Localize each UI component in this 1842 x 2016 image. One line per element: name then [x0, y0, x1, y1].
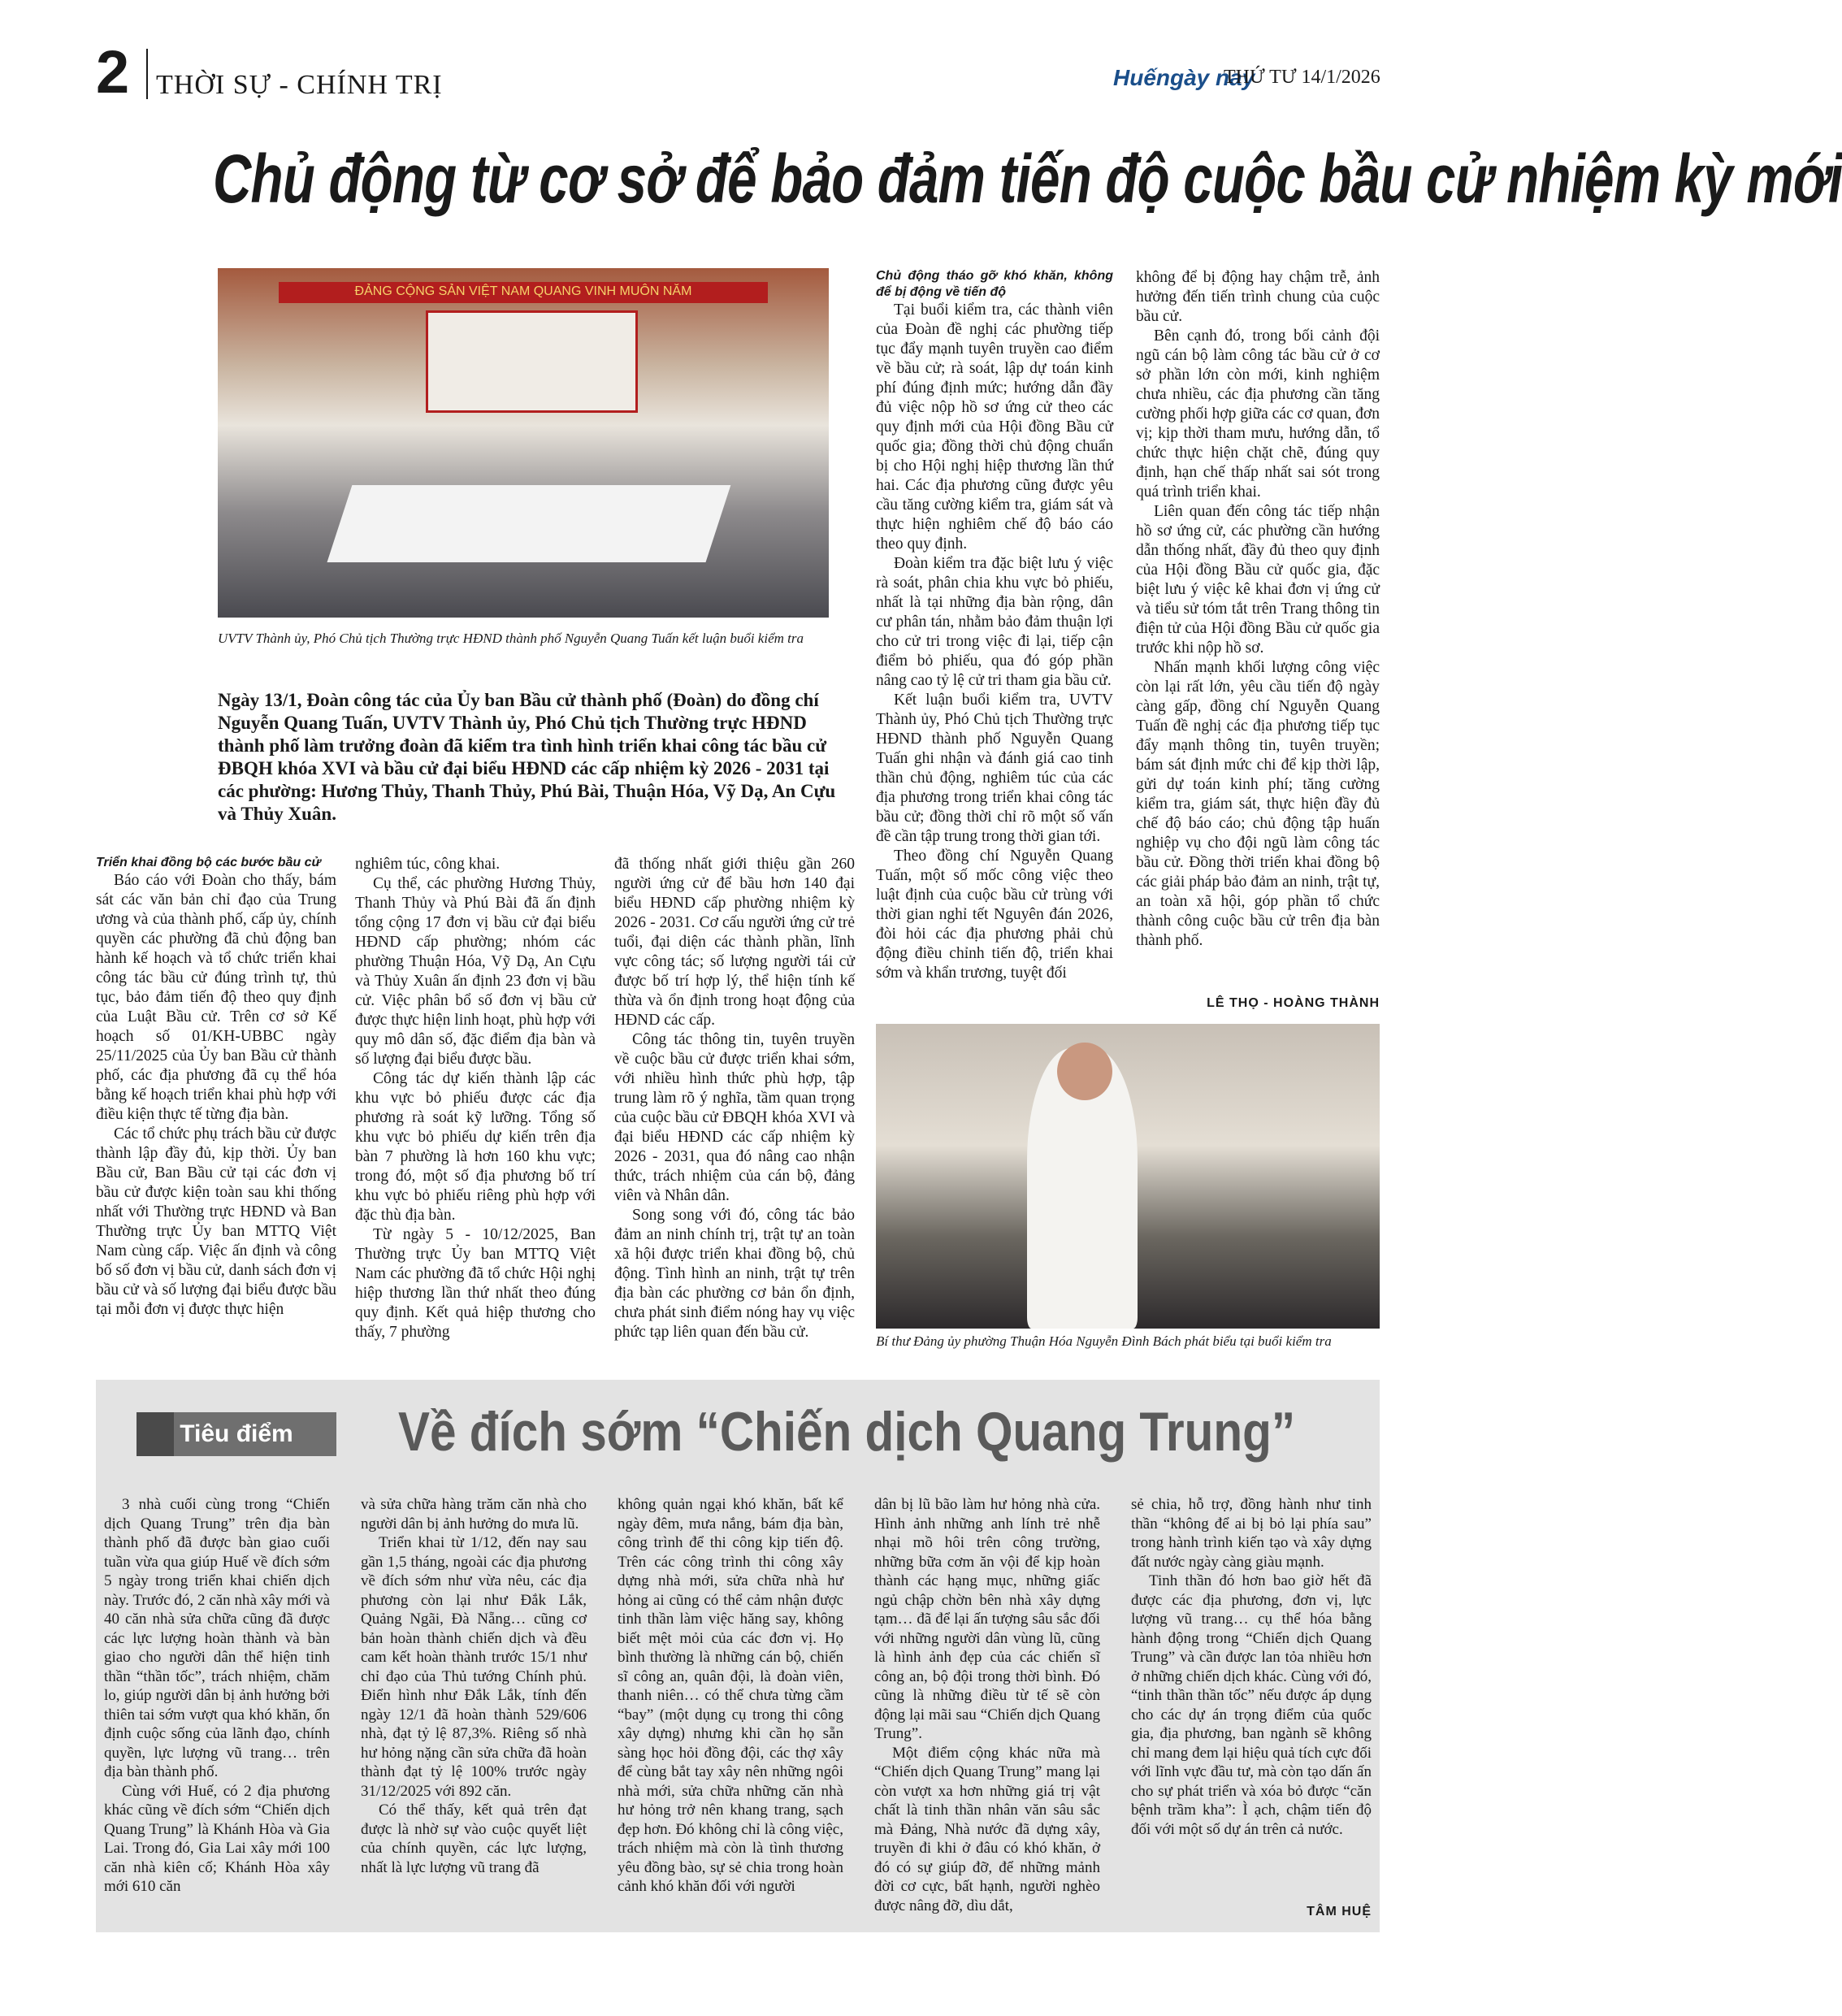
body-column-1 [96, 855, 336, 1320]
paragraph: Từ ngày 5 - 10/12/2025, Ban Thường trực Ủy ban MTTQ Việt Nam các phường đã tổ chức Hội nghị hiệp thương lần thứ nhất theo đúng quy định. Kết quả hiệp thương cho thấy, 7 phường [355, 1226, 596, 1341]
focus-column-5 [1131, 1495, 1372, 1839]
paragraph: và sửa chữa hàng trăm căn nhà cho người dân bị ảnh hưởng do mưa lũ. [361, 1496, 587, 1533]
paragraph: dân bị lũ bão làm hư hỏng nhà cửa. Hình ảnh những anh lính trẻ nhễ nhại mồ hôi trên công trường, những bữa cơm ăn vội để kịp hoàn thành các hạng mục, những giấc ngủ chập chờn bên nhà xây dựng tạm… đã để lại ấn tượng sâu sắc đối với những người dân vùng lũ, cũng là hình ảnh đẹp của các chiến sĩ công an, bộ đội trong thời bình. Đó cũng là những điều từ tế sẽ còn động lại mãi sau “Chiến dịch Quang Trung”. [874, 1496, 1100, 1742]
photo-banner-text: ĐẢNG CỘNG SẢN VIỆT NAM QUANG VINH MUÔN NĂM [279, 282, 768, 303]
paragraph: Theo đồng chí Nguyễn Quang Tuấn, một số mốc công việc theo luật định của cuộc bầu cử trùng với thời gian nghỉ tết Nguyên đán 2026, đòi hỏi các địa phương phải chủ động điều chỉnh tiến độ, triển khai sớm và khẩn trương, tuyệt đối [876, 848, 1113, 982]
paragraph: đã thống nhất giới thiệu gần 260 người ứng cử để bầu hơn 140 đại biểu HĐND cấp phường nhiệm kỳ 2026 - 2031. Cơ cấu người ứng cử trẻ tuổi, đại diện các thành phần, lĩnh vực công tác; số lượng người tái cử được bố trí hợp lý, thể hiện tính kế thừa và ổn định trong hoạt động của HĐND các cấp. [614, 856, 855, 1029]
body-column-3 [614, 855, 855, 1342]
subheading: Chủ động tháo gỡ khó khăn, không để bị động về tiến độ [876, 269, 1113, 299]
meeting-photo [218, 268, 829, 618]
paragraph: Tại buổi kiểm tra, các thành viên của Đoàn đề nghị các phường tiếp tục đẩy mạnh tuyên truyền cao điểm về bầu cử; rà soát, lập dự toán kinh phí đúng định mức; hướng dẫn đầy đủ việc nộp hồ sơ ứng cử theo các quy định mới của Hội đồng Bầu cử quốc gia; đồng thời chủ động chuẩn bị cho Hội nghị hiệp thương lần thứ hai. Các địa phương cũng được yêu cầu tăng cường kiểm tra, giám sát và thực hiện nghiêm chế độ báo cáo theo quy định. [876, 301, 1113, 553]
paragraph: không quản ngại khó khăn, bất kể ngày đêm, mưa nắng, bám địa bàn, công trình để thi công kịp tiến độ. Trên các công trình thi công xây dựng nhà mới, sửa chữa nhà hư hỏng ai cũng có thể cảm nhận được tinh thần làm việc hăng say, không biết mệt mỏi của các đơn vị. Họ bình thường là những cán bộ, chiến sĩ công an, quân đội, là đoàn viên, thanh niên… có thể chưa từng cầm “bay” (một dụng cụ trong thi công xây dựng) nhưng khi cần họ sẵn sàng học hỏi đồng đội, các thợ xây để cùng bắt tay xây nên những ngôi nhà mới, sửa chữa những căn nhà hư hỏng trở nên khang trang, sạch đẹp hơn. Đó không chỉ là công việc, trách nhiệm mà còn là tình thương yêu đồng bào, sự sẻ chia trong hoàn cảnh khó khăn đối với người [618, 1496, 843, 1895]
author-byline: TÂM HUỆ [1307, 1905, 1372, 1918]
subheading: Triển khai đồng bộ các bước bầu cử [96, 856, 321, 869]
page-number: 2 [96, 38, 130, 106]
masthead-logo: Huếngày nay [1113, 65, 1255, 90]
paragraph: Song song với đó, công tác bảo đảm an ninh chính trị, trật tự an toàn xã hội được triển khai đồng bộ, chủ động. Tình hình an ninh, trật tự trên địa bàn các phường cơ bản ổn định, chưa phát sinh điểm nóng hay vụ việc phức tạp liên quan đến bầu cử. [614, 1207, 855, 1341]
focus-column-4 [874, 1495, 1100, 1915]
conference-table [327, 485, 731, 562]
paragraph: Liên quan đến công tác tiếp nhận hồ sơ ứng cử, các phường cần hướng dẫn thống nhất, đầy đủ theo quy định của Hội đồng Bầu cử quốc gia, đặc biệt lưu ý việc kê khai đơn vị ứng cử và tiểu sử tóm tắt trên Trang thông tin điện tử của Hội đồng Bầu cử quốc gia trước khi nộp hồ sơ. [1136, 503, 1380, 657]
paragraph: Công tác dự kiến thành lập các khu vực bỏ phiếu được các địa phương rà soát kỹ lưỡng. Tổng số khu vực bỏ phiếu dự kiến trên địa bàn 7 phường là hơn 160 khu vực; trong đó, một số địa phương bố trí khu vực bỏ phiếu riêng phù hợp với đặc thù địa bàn. [355, 1070, 596, 1224]
article-headline: Chủ động từ cơ sở để bảo đảm tiến độ cuộc bầu cử nhiệm kỳ mới [213, 141, 1842, 217]
paragraph: nghiêm túc, công khai. [355, 856, 501, 873]
paragraph: Tinh thần đó hơn bao giờ hết đã được các địa phương, đơn vị, lực lượng vũ trang… cụ thể hóa bằng hành động trong “Chiến dịch Quang Trung” và cần được lan tỏa nhiều hơn ở những chiến dịch khác. Cùng với đó, “tinh thần thần tốc” nếu được áp dụng cho các dự án trọng điểm của quốc gia, địa phương, ban ngành sẽ không chỉ mang đem lại hiệu quả tích cực đối với lĩnh vực đầu tư, mà còn tạo dấn ấn cho sự phát triển và xóa bỏ được “căn bệnh trầm kha”: Ì ạch, chậm tiến độ đối với một số dự án trên cả nước. [1131, 1572, 1372, 1838]
paragraph: Báo cáo với Đoàn cho thấy, bám sát các văn bản chỉ đạo của Trung ương và của thành phố, cấp ủy, chính quyền các phường đã chủ động ban hành kế hoạch và tổ chức triển khai công tác bầu cử đúng trình tự, thủ tục, bảo đảm tiến độ theo quy định của Luật Bầu cử. Trên cơ sở Kế hoạch số 01/KH-UBBC ngày 25/11/2025 của Ủy ban Bầu cử thành phố, các địa phương đã cụ thể hóa bằng kế hoạch triển khai phù hợp với điều kiện thực tế từng địa bàn. [96, 872, 336, 1123]
body-column-2 [355, 855, 596, 1342]
focus-article-title: Về đích sớm “Chiến dịch Quang Trung” [398, 1401, 1296, 1463]
paragraph: Đoàn kiểm tra đặc biệt lưu ý việc rà soát, phân chia khu vực bỏ phiếu, nhất là tại những địa bàn rộng, dân cư phân tán, nhằm bảo đảm thuận lợi cho cử tri trong việc đi lại, tiếp cận điểm bỏ phiếu, qua đó góp phần nâng cao tỷ lệ cử tri tham gia bầu cử. [876, 555, 1113, 689]
speaker-head [1057, 1043, 1112, 1100]
focus-tag-accent [137, 1412, 174, 1456]
focus-column-3 [618, 1495, 843, 1897]
focus-tag: Tiêu điểm [137, 1412, 336, 1456]
body-column-5 [1136, 268, 1380, 951]
paragraph: Một điểm cộng khác nữa mà “Chiến dịch Quang Trung” mang lại còn vượt xa hơn những giá trị vật chất là tinh thần nhân văn sâu sắc mà Đảng, Nhà nước đã dựng xây, truyền đi khi ở đâu có khó khăn, ở đó có sự giúp đỡ, để những mảnh đời cơ cực, bất hạnh, người nghèo được nâng đỡ, dìu dắt, [874, 1744, 1100, 1914]
photo-caption: UVTV Thành ủy, Phó Chủ tịch Thường trực HĐND thành phố Nguyễn Quang Tuấn kết luận buổi kiểm tra [218, 631, 804, 646]
issue-date: THỨ TƯ 14/1/2026 [1224, 67, 1380, 88]
paragraph: không để bị động hay chậm trễ, ảnh hưởng đến tiến trình chung của cuộc bầu cử. [1136, 269, 1380, 325]
author-byline: LÊ THỌ - HOÀNG THÀNH [1207, 996, 1380, 1010]
paragraph: Các tổ chức phụ trách bầu cử được thành lập đầy đủ, kịp thời. Ủy ban Bầu cử, Ban Bầu cử tại các đơn vị bầu cử được kiện toàn sau khi thống nhất với Thường trực HĐND và Ban Thường trực Ủy ban MTTQ Việt Nam cùng cấp. Việc ấn định và công bố số đơn vị bầu cử, danh sách đơn vị bầu cử và số lượng đại biểu được bầu tại mỗi đơn vị được thực hiện [96, 1125, 336, 1318]
header-divider [146, 49, 148, 99]
focus-column-1 [104, 1495, 330, 1897]
paragraph: Bên cạnh đó, trong bối cảnh đội ngũ cán bộ làm công tác bầu cử ở cơ sở phần lớn còn mới, kinh nghiệm chưa nhiều, các địa phương cần tăng cường phối hợp giữa các cơ quan, đơn vị; kịp thời tham mưu, hướng dẫn, tổ chức thực hiện chặt chẽ, đúng quy định, hạn chế thấp nhất sai sót trong quá trình triển khai. [1136, 327, 1380, 501]
paragraph: Nhấn mạnh khối lượng công việc còn lại rất lớn, yêu cầu tiến độ ngày càng gấp, đồng chí Nguyễn Quang Tuấn đề nghị các địa phương tiếp tục đẩy mạnh thông tin, tuyên truyền; bám sát định mức chi để kịp thời lập, gửi dự toán kinh phí; tăng cường kiểm tra, giám sát, thực hiện đầy đủ chế độ báo cáo; chủ động tập huấn nghiệp vụ cho đội ngũ làm công tác bầu cử. Đồng thời triển khai đồng bộ các giải pháp bảo đảm an ninh, trật tự, an toàn xã hội, góp phần tổ chức thành công cuộc bầu cử trên địa bàn thành phố. [1136, 659, 1380, 949]
focus-column-2 [361, 1495, 587, 1877]
section-title: THỜI SỰ - CHÍNH TRỊ [156, 70, 443, 100]
paragraph: Có thể thấy, kết quả trên đạt được là nhờ sự vào cuộc quyết liệt của chính quyền, các lực lượng, nhất là lực lượng vũ trang đã [361, 1801, 587, 1876]
paragraph: Triển khai từ 1/12, đến nay sau gần 1,5 tháng, ngoài các địa phương về đích sớm như vừa nêu, các địa phương còn lại như Đắk Lắk, Quảng Ngãi, Đà Nẵng… cũng cơ bản hoàn thành chiến dịch và đều cam kết hoàn thành trước 15/1 như chỉ đạo của Thủ tướng Chính phủ. Điển hình như Đắk Lắk, tính đến ngày 12/1 đã hoàn thành 529/606 nhà, đạt tỷ lệ 87,3%. Riêng số nhà hư hỏng nặng cần sửa chữa đã hoàn thành đạt tỷ lệ 100% trước ngày 31/12/2025 với 892 căn. [361, 1534, 587, 1800]
paragraph: Cụ thể, các phường Hương Thủy, Thanh Thủy và Phú Bài đã ấn định tổng cộng 17 đơn vị bầu cử đại biểu HĐND cấp phường; nhóm các phường Thuận Hóa, Vỹ Dạ, An Cựu và Thủy Xuân ấn định 23 đơn vị bầu cử. Việc phân bổ số đơn vị bầu cử được thực hiện linh hoạt, phù hợp với quy mô dân số, đặc điểm địa bàn và số lượng đại biểu được bầu. [355, 875, 596, 1068]
photo-caption: Bí thư Đảng ủy phường Thuận Hóa Nguyễn Đình Bách phát biểu tại buổi kiểm tra [876, 1333, 1332, 1349]
paragraph: sẻ chia, hỗ trợ, đồng hành như tinh thần “không để ai bị bỏ lại phía sau” trong hành trình kiến tạo và xây dựng đất nước ngày càng giàu mạnh. [1131, 1496, 1372, 1571]
paragraph: 3 nhà cuối cùng trong “Chiến dịch Quang Trung” trên địa bàn thành phố đã được bàn giao cuối tuần vừa qua giúp Huế về đích sớm 5 ngày trong triển khai chiến dịch này. Trước đó, 2 căn nhà xây mới và 40 căn nhà sửa chữa cũng đã được các lực lượng hoàn thành và bàn giao cho người dân thể hiện tinh thần “thần tốc”, trách nhiệm, chăm lo, giúp người dân bị ảnh hưởng bởi thiên tai sớm vượt qua khó khăn, ổn định cuộc sống của lãnh đạo, chính quyền, lực lượng vũ trang… trên địa bàn thành phố. [104, 1496, 330, 1780]
projection-screen [426, 310, 639, 413]
paragraph: Kết luận buổi kiểm tra, UVTV Thành ủy, Phó Chủ tịch Thường trực HĐND thành phố Nguyễn Quang Tuấn ghi nhận và đánh giá cao tinh thần chủ động, nghiêm túc của các địa phương trong triển khai công tác bầu cử; đồng thời chỉ rõ một số vấn đề cần tập trung trong thời gian tới. [876, 692, 1113, 845]
paragraph: Cùng với Huế, có 2 địa phương khác cũng về đích sớm “Chiến dịch Quang Trung” là Khánh Hòa và Gia Lai. Trong đó, Gia Lai xây mới 100 căn nhà kiên cố; Khánh Hòa xây mới 610 căn [104, 1782, 330, 1895]
speaker-photo [876, 1024, 1380, 1329]
paragraph: Công tác thông tin, tuyên truyền về cuộc bầu cử được triển khai sớm, với nhiều hình thức phù hợp, tập trung làm rõ ý nghĩa, tầm quan trọng của cuộc bầu cử ĐBQH khóa XVI và đại biểu HĐND các cấp nhiệm kỳ 2026 - 2031, qua đó nâng cao nhận thức, trách nhiệm của cán bộ, đảng viên và Nhân dân. [614, 1031, 855, 1204]
article-lead: Ngày 13/1, Đoàn công tác của Ủy ban Bầu cử thành phố (Đoàn) do đồng chí Nguyễn Quang Tuấn, UVTV Thành ủy, Phó Chủ tịch Thường trực HĐND thành phố làm trưởng đoàn đã kiểm tra tình hình triển khai công tác bầu cử ĐBQH khóa XVI và bầu cử đại biểu HĐND các cấp nhiệm kỳ 2026 - 2031 tại các phường: Hương Thủy, Thanh Thủy, Phú Bài, Thuận Hóa, Vỹ Dạ, An Cựu và Thủy Xuân. [218, 690, 836, 824]
body-column-4 [876, 268, 1113, 983]
